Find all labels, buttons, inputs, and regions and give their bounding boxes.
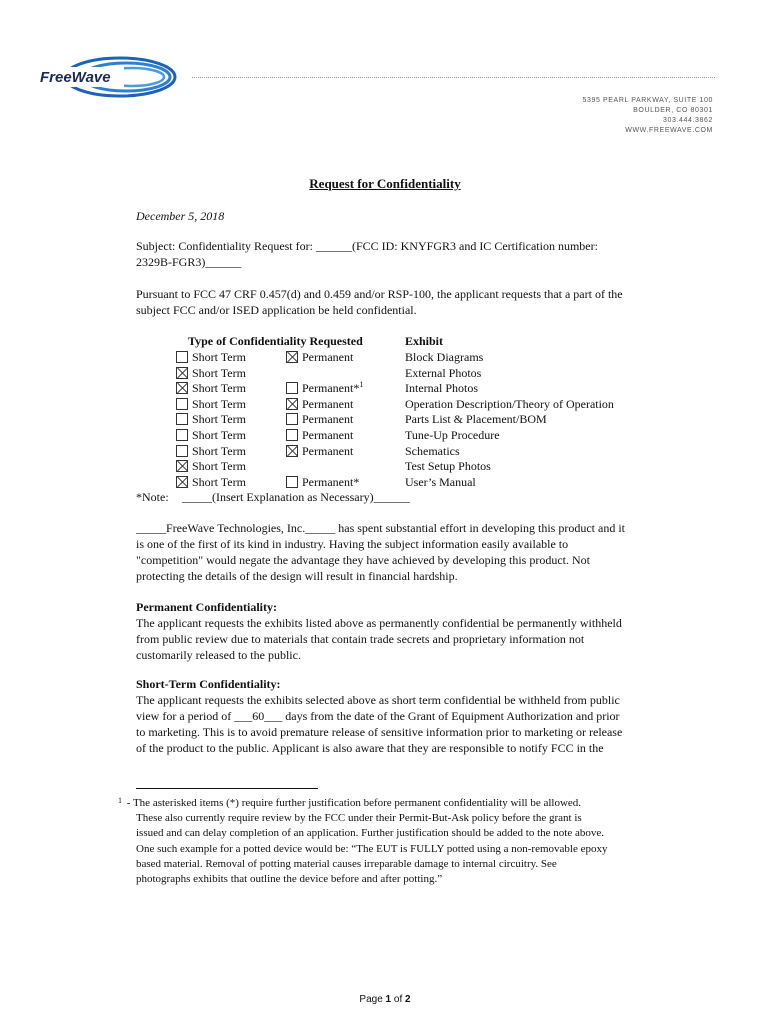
short-term-label: Short Term xyxy=(192,350,246,364)
document-title: Request for Confidentiality xyxy=(309,176,461,191)
footnote-line-2: These also currently require review by the FCC under their Permit-But-Ask policy before the grant is xyxy=(136,812,582,825)
permanent-cell xyxy=(286,427,401,443)
permanent-cell xyxy=(286,349,401,365)
permanent-checkbox[interactable] xyxy=(286,413,298,425)
subject-line xyxy=(136,238,684,270)
exhibit-name: Block Diagrams xyxy=(405,350,484,364)
short-term-line-4: of the product to the public. Applicant is also aware that they are responsible to notify FCC in the xyxy=(136,741,604,755)
exhibit-name: Parts List & Placement/BOM xyxy=(405,412,547,427)
permanent-column xyxy=(286,349,401,489)
address-website: WWW.FREEWAVE.COM xyxy=(625,127,713,134)
footnote-line-6: photographs exhibits that outline the device before and after potting.” xyxy=(136,873,443,886)
permanent-label: Permanent* xyxy=(302,381,360,396)
short-term-cell xyxy=(176,411,286,427)
short-term-checkbox-checked[interactable] xyxy=(176,476,188,488)
type-column-header: Type of Confidentiality Requested xyxy=(188,334,363,348)
company-line-4: protecting the details of the design will result in financial hardship. xyxy=(136,569,458,583)
exhibit-name: Internal Photos xyxy=(405,381,478,396)
short-term-label: Short Term xyxy=(192,381,246,396)
permanent-cell xyxy=(286,411,401,427)
short-term-label: Short Term xyxy=(192,365,246,380)
page-middle: of xyxy=(391,994,406,1005)
intro-paragraph xyxy=(136,286,684,318)
permanent-cell xyxy=(286,380,401,396)
company-line-1-rest: has spent substantial effort in developing this product and it xyxy=(335,521,625,535)
exhibit-column-header: Exhibit xyxy=(405,334,444,348)
intro-line-2: subject FCC and/or ISED application be held confidential. xyxy=(136,303,417,317)
footnote-separator xyxy=(136,788,318,789)
permanent-label: Permanent xyxy=(302,427,354,442)
short-term-cell xyxy=(176,443,286,459)
page-current: 1 xyxy=(385,994,392,1005)
permanent-cell xyxy=(286,443,401,459)
logo-wordmark: FreeWave xyxy=(40,69,111,86)
short-term-line-1: The applicant requests the exhibits selected above as short term confidential be withheld from public xyxy=(136,693,620,707)
permanent-label: Permanent* xyxy=(302,474,360,489)
short-term-checkbox-checked[interactable] xyxy=(176,460,188,472)
footnote-reference: 1 xyxy=(359,380,364,390)
permanent-cell xyxy=(286,365,401,381)
note-label: *Note: xyxy=(136,490,169,504)
footnote xyxy=(118,796,688,887)
exhibit-column xyxy=(405,349,705,489)
short-term-cell xyxy=(176,349,286,365)
exhibit-name: Test Setup Photos xyxy=(405,459,491,474)
page-number xyxy=(0,994,770,1005)
company-line-1 xyxy=(136,520,684,536)
permanent-checkbox[interactable] xyxy=(286,476,298,488)
page-total: 2 xyxy=(405,994,411,1005)
company-line-3: "competition" would negate the advantage they have achieved by developing this product. Not xyxy=(136,553,590,567)
short-term-cell xyxy=(176,474,286,490)
short-term-checkbox[interactable] xyxy=(176,445,188,457)
short-term-cell xyxy=(176,458,286,474)
short-term-label: Short Term xyxy=(192,412,246,427)
short-term-line-2b: days from the date of the Grant of Equipment Authorization and prior xyxy=(282,709,620,723)
company-line-2: is one of the first of its kind in industry. Having the subject information easily available to xyxy=(136,537,569,551)
permanent-label: Permanent xyxy=(302,396,354,411)
short-term-label: Short Term xyxy=(192,443,246,458)
short-term-heading: Short-Term Confidentiality: xyxy=(136,677,281,691)
letter-date: December 5, 2018 xyxy=(136,209,225,223)
short-term-checkbox[interactable] xyxy=(176,413,188,425)
footnote-line-3: issued and can delay completion of an application. Further justification should be added to the note above. xyxy=(136,827,604,840)
permanent-checkbox-checked[interactable] xyxy=(286,398,298,410)
permanent-section xyxy=(136,599,684,663)
short-term-checkbox[interactable] xyxy=(176,429,188,441)
period-days: ___60___ xyxy=(234,709,283,723)
permanent-heading: Permanent Confidentiality: xyxy=(136,600,277,614)
permanent-checkbox[interactable] xyxy=(286,429,298,441)
short-term-label: Short Term xyxy=(192,427,246,442)
short-term-cell xyxy=(176,396,286,412)
company-name: _____FreeWave Technologies, Inc._____ xyxy=(136,521,336,535)
permanent-line-3: customarily released to the public. xyxy=(136,648,301,662)
short-term-checkbox[interactable] xyxy=(176,351,188,363)
permanent-checkbox[interactable] xyxy=(286,382,298,394)
address-phone: 303.444.3862 xyxy=(662,117,713,124)
address-street: 5395 PEARL PARKWAY, SUITE 100 xyxy=(582,97,713,104)
footnote-line-5: based material. Removal of potting material causes irreparable damage to internal circuitry. See xyxy=(136,857,557,870)
permanent-cell xyxy=(286,474,401,490)
permanent-label: Permanent xyxy=(302,443,354,458)
intro-line-1: Pursuant to FCC 47 CRF 0.457(d) and 0.459 and/or RSP-100, the applicant requests that a part of the xyxy=(136,287,623,301)
short-term-checkbox-checked[interactable] xyxy=(176,367,188,379)
short-term-label: Short Term xyxy=(192,459,246,474)
note-text: _____(Insert Explanation as Necessary)______ xyxy=(182,490,410,504)
permanent-label: Permanent xyxy=(302,412,354,427)
subject-line-2: 2329B-FGR3)______ xyxy=(136,255,242,269)
permanent-cell xyxy=(286,396,401,412)
short-term-line-3: to marketing. This is to avoid premature release of sensitive information prior to marketing or release xyxy=(136,725,623,739)
freewave-logo xyxy=(38,55,178,99)
short-term-section xyxy=(136,676,684,756)
header-divider xyxy=(192,77,715,78)
short-term-line-2a: view for a period of xyxy=(136,709,235,723)
company-address xyxy=(583,96,714,136)
short-term-cell xyxy=(176,365,286,381)
permanent-line-1: The applicant requests the exhibits listed above as permanently confidential be permanently withheld xyxy=(136,616,622,630)
permanent-cell xyxy=(286,458,401,474)
permanent-checkbox-checked[interactable] xyxy=(286,445,298,457)
short-term-label: Short Term xyxy=(192,396,246,411)
company-paragraph xyxy=(136,520,684,584)
page-prefix: Page xyxy=(359,994,386,1005)
exhibit-name: Tune-Up Procedure xyxy=(405,427,500,442)
short-term-column xyxy=(176,349,286,489)
subject-line-1: Subject: Confidentiality Request for: ______(FCC ID: KNYFGR3 and IC Certification number: xyxy=(136,239,598,253)
exhibit-name: Operation Description/Theory of Operation xyxy=(405,396,614,411)
footnote-line-1: - The asterisked items (*) require further justification before permanent confidentiality will be allowed. xyxy=(124,797,582,809)
exhibit-name: Schematics xyxy=(405,443,460,458)
footnote-line-4: One such example for a potted device would be: “The EUT is FULLY potted using a non-removable epoxy xyxy=(136,842,608,855)
permanent-checkbox-checked[interactable] xyxy=(286,351,298,363)
exhibit-name: User’s Manual xyxy=(405,474,476,489)
short-term-cell xyxy=(176,427,286,443)
permanent-label: Permanent xyxy=(302,350,354,364)
short-term-checkbox[interactable] xyxy=(176,398,188,410)
short-term-label: Short Term xyxy=(192,474,246,489)
footnote-number: 1 xyxy=(118,796,122,805)
address-city: BOULDER, CO 80301 xyxy=(633,107,713,114)
short-term-line-2 xyxy=(136,708,684,724)
short-term-cell xyxy=(176,380,286,396)
permanent-line-2: from public review due to materials that contain trade secrets and proprietary information not xyxy=(136,632,585,646)
exhibit-name: External Photos xyxy=(405,365,482,380)
short-term-checkbox-checked[interactable] xyxy=(176,382,188,394)
